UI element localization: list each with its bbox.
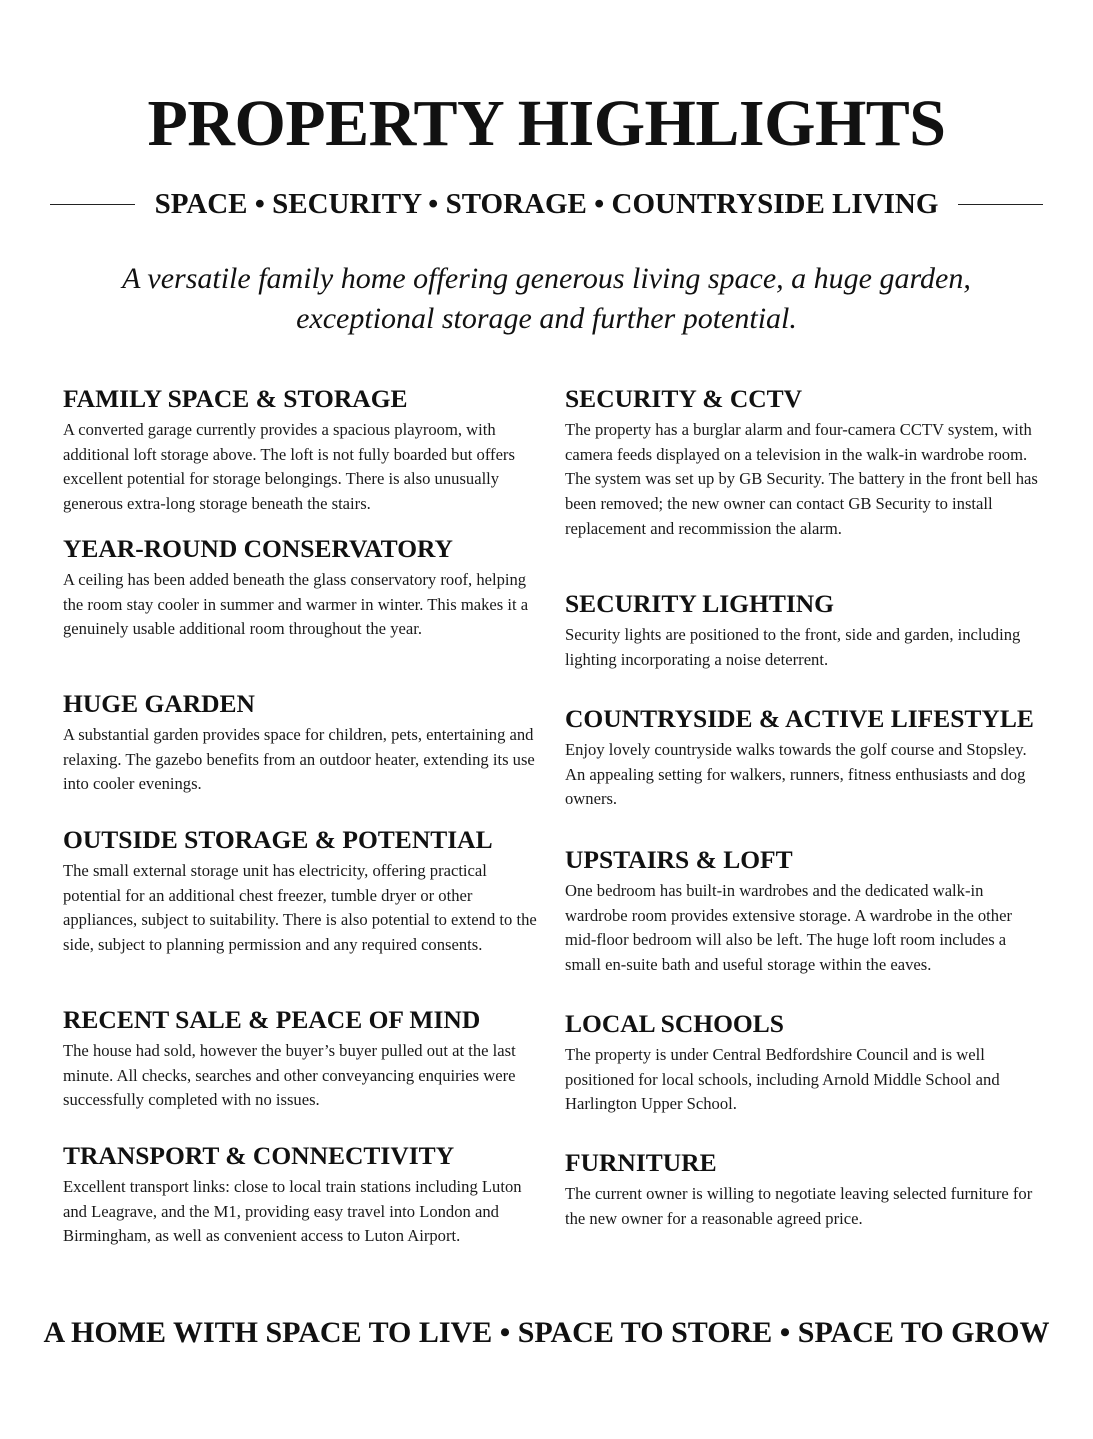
page-title: PROPERTY HIGHLIGHTS — [147, 87, 946, 160]
section-body: The house had sold, however the buyer’s buyer pulled out at the last minute. All checks, searches and other conveyancing enquiries were successfully completed with no issues. — [63, 1041, 516, 1110]
section-transport-connectivity — [63, 1139, 538, 1249]
section-year-round-conservatory — [63, 532, 538, 642]
section-furniture — [565, 1146, 1040, 1231]
section-local-schools — [565, 1007, 1040, 1117]
intro-text: A versatile family home offering generous living space, a huge garden, exceptional storage and further potential. — [122, 262, 971, 335]
tagline: SPACE • SECURITY • STORAGE • COUNTRYSIDE LIVING — [154, 188, 939, 220]
section-body: Enjoy lovely countryside walks towards the golf course and Stopsley. An appealing setting for walkers, runners, fitness enthusiasts and dog owners. — [565, 740, 1027, 809]
section-heading: TRANSPORT & CONNECTIVITY — [63, 1141, 455, 1170]
section-body: Excellent transport links: close to local train stations including Luton and Leagrave, and the M1, providing easy travel into London and Birmingham, as well as convenient access to Luton Airport. — [63, 1177, 522, 1246]
tagline-rule-right — [958, 204, 1043, 205]
section-body: The property is under Central Bedfordshire Council and is well positioned for local schools, including Arnold Middle School and Harlington Upper School. — [565, 1045, 1000, 1114]
section-countryside-lifestyle — [565, 702, 1040, 812]
section-heading: SECURITY & CCTV — [565, 384, 803, 413]
section-heading: OUTSIDE STORAGE & POTENTIAL — [63, 825, 493, 854]
section-heading: SECURITY LIGHTING — [565, 589, 834, 618]
section-body: A converted garage currently provides a spacious playroom, with additional loft storage above. The loft is not fully boarded but offers excellent potential for storage belongings. There is also unusually generous extra-long storage beneath the stairs. — [63, 420, 515, 514]
tagline-row — [50, 184, 1043, 224]
section-heading: LOCAL SCHOOLS — [565, 1009, 784, 1038]
section-huge-garden — [63, 687, 538, 797]
section-body: Security lights are positioned to the front, side and garden, including lighting incorporating a noise deterrent. — [565, 625, 1021, 669]
section-body: One bedroom has built-in wardrobes and the dedicated walk-in wardrobe room provides extensive storage. A wardrobe in the other mid-floor bedroom will also be left. The huge loft room includes a small en-suite bath and useful storage within the eaves. — [565, 881, 1012, 975]
section-security-lighting — [565, 587, 1040, 672]
footer-slogan: A HOME WITH SPACE TO LIVE • SPACE TO STORE • SPACE TO GROW — [43, 1316, 1050, 1349]
section-heading: FAMILY SPACE & STORAGE — [63, 384, 408, 413]
section-upstairs-loft — [565, 843, 1040, 978]
section-heading: HUGE GARDEN — [63, 689, 255, 718]
section-body: The property has a burglar alarm and four-camera CCTV system, with camera feeds displayed on a television in the walk-in wardrobe room. The system was set up by GB Security. The battery in the front bell has been removed; the new owner can contact GB Security to install replacement and recommission the alarm. — [565, 420, 1038, 538]
tagline-rule-left — [50, 204, 135, 205]
section-outside-storage-potential — [63, 823, 538, 958]
section-body: A substantial garden provides space for children, pets, entertaining and relaxing. The gazebo benefits from an outdoor heater, extending its use into cooler evenings. — [63, 725, 535, 794]
section-recent-sale — [63, 1003, 538, 1113]
section-heading: YEAR-ROUND CONSERVATORY — [63, 534, 453, 563]
section-security-cctv — [565, 382, 1040, 542]
section-family-space-storage — [63, 382, 538, 517]
section-body: A ceiling has been added beneath the glass conservatory roof, helping the room stay cooler in summer and warmer in winter. This makes it a genuinely usable additional room throughout the year. — [63, 570, 529, 639]
section-heading: COUNTRYSIDE & ACTIVE LIFESTYLE — [565, 704, 1034, 733]
section-heading: RECENT SALE & PEACE OF MIND — [63, 1005, 481, 1034]
section-body: The small external storage unit has electricity, offering practical potential for an additional chest freezer, tumble dryer or other appliances, subject to suitability. There is also potential to extend to the side, subject to planning permission and any required consents. — [63, 861, 537, 955]
section-body: The current owner is willing to negotiate leaving selected furniture for the new owner for a reasonable agreed price. — [565, 1184, 1033, 1228]
section-heading: FURNITURE — [565, 1148, 717, 1177]
section-heading: UPSTAIRS & LOFT — [565, 845, 793, 874]
